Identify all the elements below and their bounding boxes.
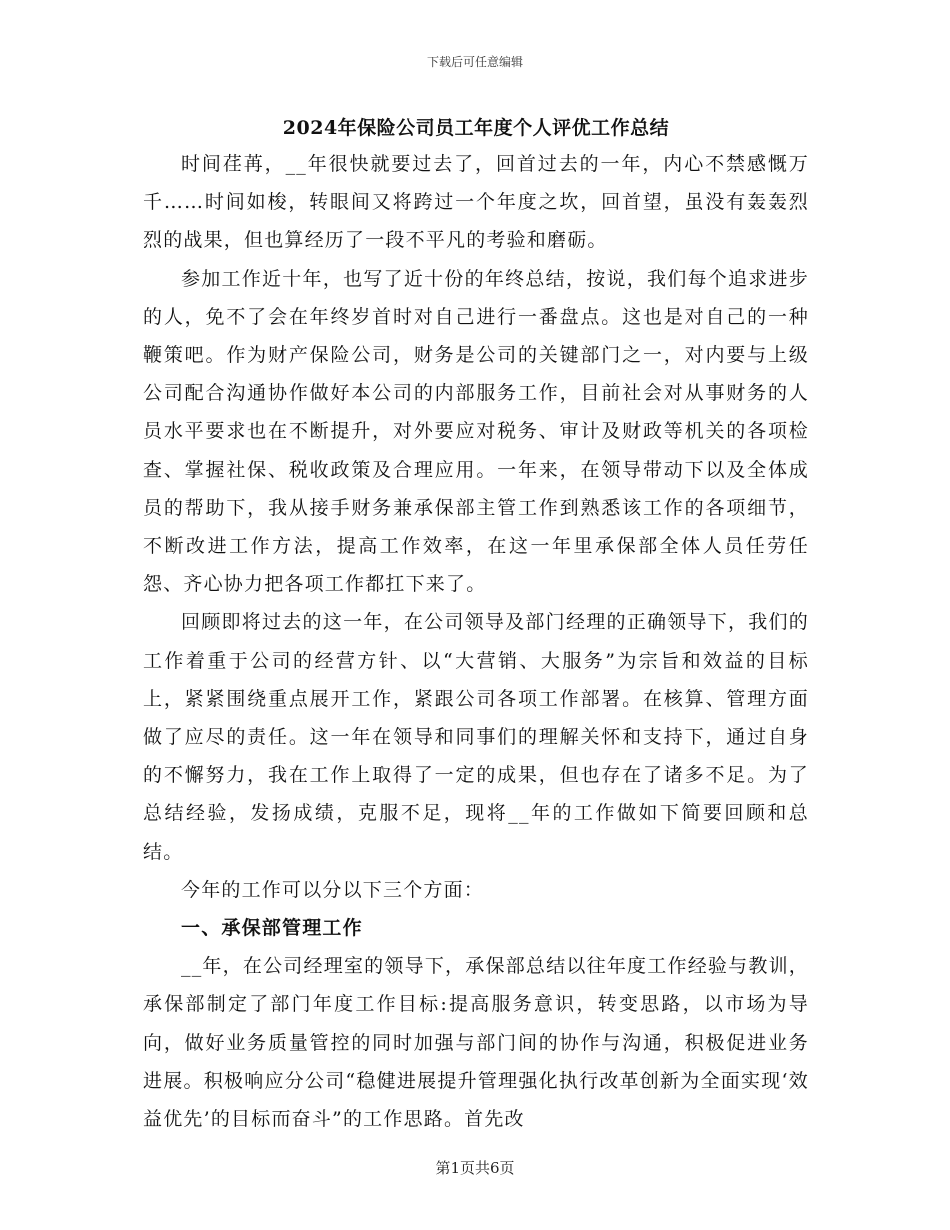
paragraph-review: 回顾即将过去的这一年，在公司领导及部门经理的正确领导下，我们的工作着重于公司的经营方针、以“大营销、大服务”为宗旨和效益的目标上，紧紧围绕重点展开工作，紧跟公司各项工作部署。在核算、管理方面做了应尽的责任。这一年在领导和同事们的理解关怀和支持下，通过自身的不懈努力，我在工作上取得了一定的成果，但也存在了诸多不足。为了总结经验，发扬成绩，克服不足，现将__年的工作做如下简要回顾和总结。 xyxy=(143,611,809,863)
paragraph-overview: 今年的工作可以分以下三个方面： xyxy=(181,878,485,901)
section-paragraph: __年，在公司经理室的领导下，承保部总结以往年度工作经验与教训，承保部制定了部门年度工作目标:提高服务意识，转变思路，以市场为导向，做好业务质量管控的同时加强与部门间的协作与沟通，积极促进业务进展。积极响应分公司“稳健进展提升管理强化执行改革创新为全面实现‘效益优先’的目标而奋斗”的工作思路。首先改 xyxy=(143,955,809,1131)
paragraph-intro: 时间荏苒，__年很快就要过去了，回首过去的一年，内心不禁感慨万千……时间如梭，转眼间又将跨过一个年度之坎，回首望，虽没有轰轰烈烈的战果，但也算经历了一段不平凡的考验和磨砺。 xyxy=(143,153,809,252)
document-body xyxy=(143,113,809,1138)
header-note: 下载后可任意编辑 xyxy=(426,55,523,69)
document-title: 2024年保险公司员工年度个人评优工作总结 xyxy=(282,117,670,139)
section-heading: 一、承保部管理工作 xyxy=(181,917,363,940)
page-footer: 第1页共6页 xyxy=(435,1159,515,1177)
paragraph-background: 参加工作近十年，也写了近十份的年终总结，按说，我们每个追求进步的人，免不了会在年终岁首时对自己进行一番盘点。这也是对自己的一种鞭策吧。作为财产保险公司，财务是公司的关键部门之一，对内要与上级公司配合沟通协作做好本公司的内部服务工作，目前社会对从事财务的人员水平要求也在不断提升，对外要应对税务、审计及财政等机关的各项检查、掌握社保、税收政策及合理应用。一年来，在领导带动下以及全体成员的帮助下，我从接手财务兼承保部主管工作到熟悉该工作的各项细节，不断改进工作方法，提高工作效率，在这一年里承保部全体人员任劳任怨、齐心协力把各项工作都扛下来了。 xyxy=(143,267,809,596)
